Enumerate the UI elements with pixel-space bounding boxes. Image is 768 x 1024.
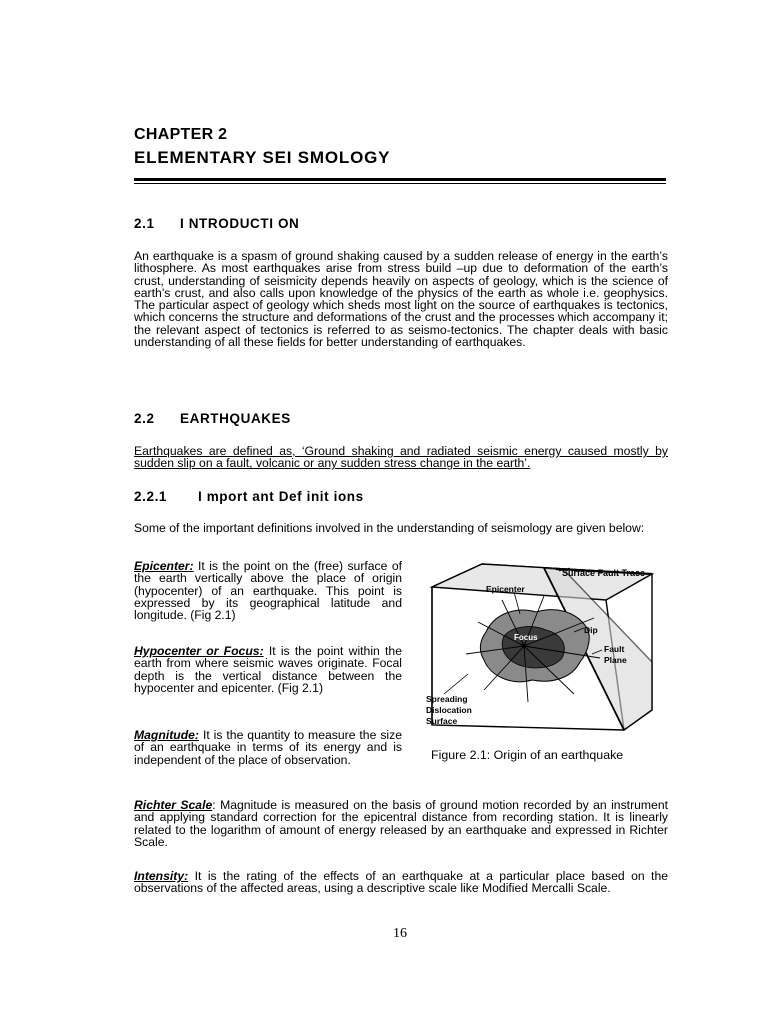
label-epicenter: Epicenter xyxy=(486,584,525,594)
label-focus: Focus xyxy=(514,633,538,642)
title-rule-thin xyxy=(134,183,666,184)
section-number: 2.1 xyxy=(134,216,155,231)
label-spreading: Spreading xyxy=(426,694,468,704)
label-surface: Surface xyxy=(426,716,458,726)
definition-epicenter xyxy=(134,560,402,621)
earthquake-origin-diagram xyxy=(424,562,664,732)
label-surface-fault-trace: Surface Fault Trace xyxy=(562,568,646,578)
section-number: 2.2.1 xyxy=(134,489,168,504)
section-heading-introduction xyxy=(134,216,299,231)
definition-text: It is the quantity to measure the size of an earthquake in terms of its energy and is independent of the place of observation. xyxy=(134,728,402,767)
title-rule-thick xyxy=(134,178,666,181)
label-dip: Dip xyxy=(584,625,598,635)
term-epicenter: Epicenter: xyxy=(134,559,194,573)
term-hypocenter: Hypocenter or Focus: xyxy=(134,644,264,658)
introduction-paragraph: An earthquake is a spasm of ground shaking caused by a sudden release of energy in the earth’s lithosphere. As most earthquakes arise from stress build –up due to deformation of the earth’s crust, understanding of seismicity depends heavily on aspects of geology, which is the science of earth’s crust, and also calls upon knowledge of the physics of the earth as whole i.e. geophysics. The particular aspect of geology which sheds most light on the source of earthquakes is tectonics, which concerns the structure and deformations of the crust and the processes which accompany it; the relevant aspect of tectonics is referred to as seismo-tectonics. The chapter deals with basic understanding of all these fields for better understanding of earthquakes. xyxy=(134,249,668,350)
definition-magnitude xyxy=(134,729,402,766)
definitions-intro: Some of the important definitions involved in the understanding of seismology are given below: xyxy=(134,521,645,535)
section-title: EARTHQUAKES xyxy=(180,411,291,426)
section-title: I mport ant Def init ions xyxy=(198,489,364,504)
chapter-title: ELEMENTARY SEI SMOLOGY xyxy=(134,148,391,167)
chapter-label: CHAPTER 2 xyxy=(134,126,228,143)
definition-intensity xyxy=(134,870,668,895)
definition-richter-scale xyxy=(134,799,668,848)
section-title: I NTRODUCTI ON xyxy=(180,216,300,231)
definition-text: : Magnitude is measured on the basis of ground motion recorded by an instrument and applying standard correction for the epicentral distance from recording station. It is linearly related to the logarithm of amount of energy released by an earthquake and expressed in Richter Scale. xyxy=(134,798,668,849)
section-heading-important-definitions xyxy=(134,489,364,504)
definition-hypocenter xyxy=(134,645,402,694)
definition-text: It is the point within the earth from where seismic waves originate. Focal depth is the vertical distance between the hypocenter and epicenter. (Fig 2.1) xyxy=(134,644,402,695)
section-heading-earthquakes xyxy=(134,411,291,426)
label-dislocation: Dislocation xyxy=(426,705,472,715)
page-number: 16 xyxy=(393,926,407,941)
term-magnitude: Magnitude: xyxy=(134,728,199,742)
label-fault: Fault xyxy=(604,644,625,654)
figure-caption: Figure 2.1: Origin of an earthquake xyxy=(431,748,624,762)
earthquake-definition: Earthquakes are defined as, ‘Ground shaking and radiated seismic energy caused mostly by sudden slip on a fault, volcanic or any sudden stress change in the earth’. xyxy=(134,444,668,471)
section-number: 2.2 xyxy=(134,411,155,426)
definition-text: It is the point on the (free) surface of the earth vertically above the place of origin (hypocenter) of an earthquake. This point is expressed by its geographical latitude and longitude. (Fig 2.1) xyxy=(134,559,402,623)
label-plane: Plane xyxy=(604,655,627,665)
definition-text: It is the rating of the effects of an earthquake at a particular place based on the observations of the affected areas, using a descriptive scale like Modified Mercalli Scale. xyxy=(134,869,668,896)
term-intensity: Intensity: xyxy=(134,869,189,883)
term-richter-scale: Richter Scale xyxy=(134,798,213,812)
